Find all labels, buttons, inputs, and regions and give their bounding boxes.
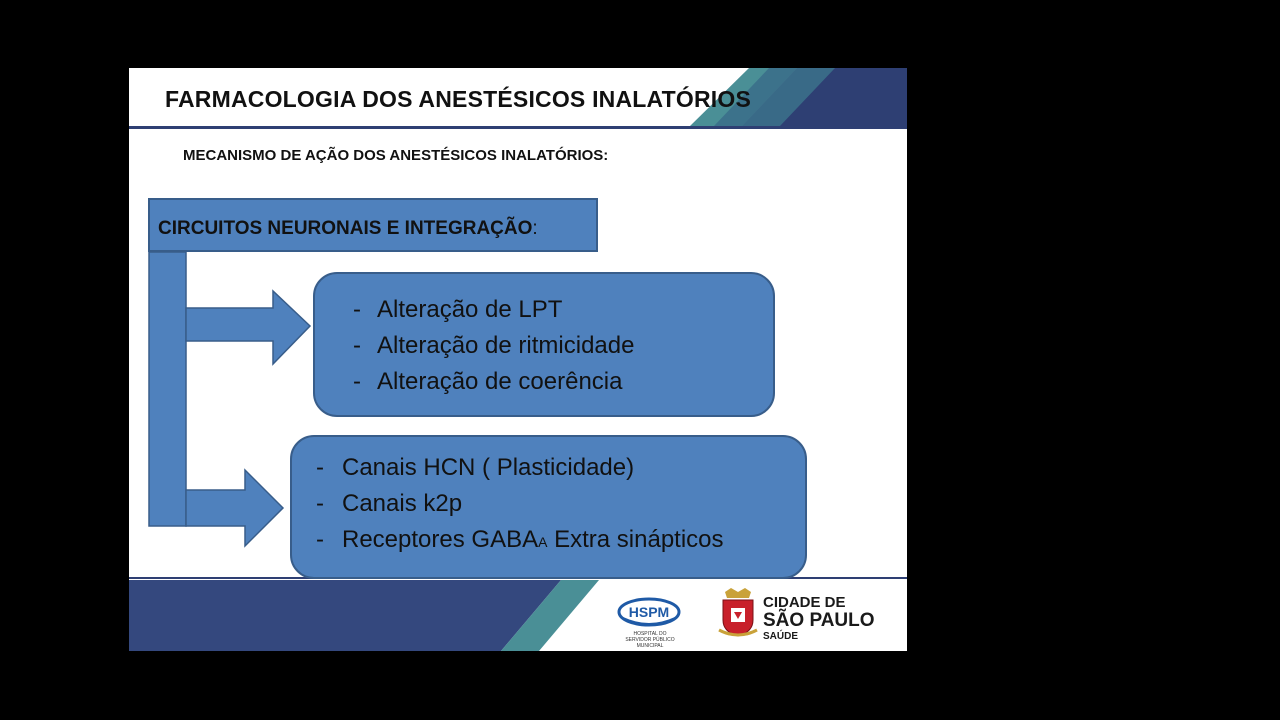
title-underline — [129, 126, 907, 129]
right-arrow-icon — [186, 470, 283, 546]
section-heading: CIRCUITOS NEURONAIS E INTEGRAÇÃO — [158, 218, 533, 239]
list-item — [353, 364, 773, 400]
right-arrow-icon — [186, 291, 310, 364]
presentation-slide — [129, 68, 907, 651]
hspm-logo — [617, 596, 681, 630]
bullet-dash: - — [353, 296, 361, 323]
list-item — [353, 328, 773, 364]
city-line-2: SÃO PAULO — [763, 610, 875, 631]
footer-navy-band — [129, 580, 561, 651]
flow-vertical-bar — [149, 252, 186, 526]
list-item-text: Canais HCN ( Plasticidade) — [342, 454, 635, 481]
list-item-text: Alteração de ritmicidade — [377, 332, 635, 359]
list-item-text: Canais k2p — [342, 490, 463, 517]
slide-subtitle: MECANISMO DE AÇÃO DOS ANESTÉSICOS INALATÓRIOS: — [183, 147, 609, 164]
slide-title: FARMACOLOGIA DOS ANESTÉSICOS INALATÓRIOS — [165, 86, 751, 112]
bullet-dash: - — [316, 526, 324, 553]
city-line-3: SAÚDE — [763, 631, 799, 642]
list-item-text: Alteração de LPT — [377, 296, 563, 323]
bullet-dash: - — [353, 368, 361, 395]
hspm-logo-text: HSPM — [628, 604, 670, 620]
list-item — [316, 486, 805, 522]
gaba-subscript: A — [538, 534, 548, 550]
city-line-1: CIDADE DE — [763, 594, 846, 611]
section-heading-colon: : — [532, 218, 538, 239]
section-heading-box — [148, 198, 598, 252]
effects-box — [313, 272, 775, 417]
bullet-dash: - — [316, 490, 324, 517]
hspm-caption: HOSPITAL DO SERVIDOR PÚBLICO MUNICIPAL — [625, 631, 675, 649]
city-hall-logo-text — [763, 595, 875, 643]
targets-box — [290, 435, 807, 579]
sao-paulo-coat-of-arms-icon — [717, 586, 759, 640]
list-item — [316, 522, 805, 560]
list-item-text: Receptores GABA — [342, 526, 539, 553]
list-item-text: Alteração de coerência — [377, 368, 623, 395]
list-item — [316, 450, 805, 486]
bullet-dash: - — [353, 332, 361, 359]
bullet-dash: - — [316, 454, 324, 481]
list-item-text-suffix: Extra sinápticos — [547, 526, 724, 553]
list-item — [353, 292, 773, 328]
